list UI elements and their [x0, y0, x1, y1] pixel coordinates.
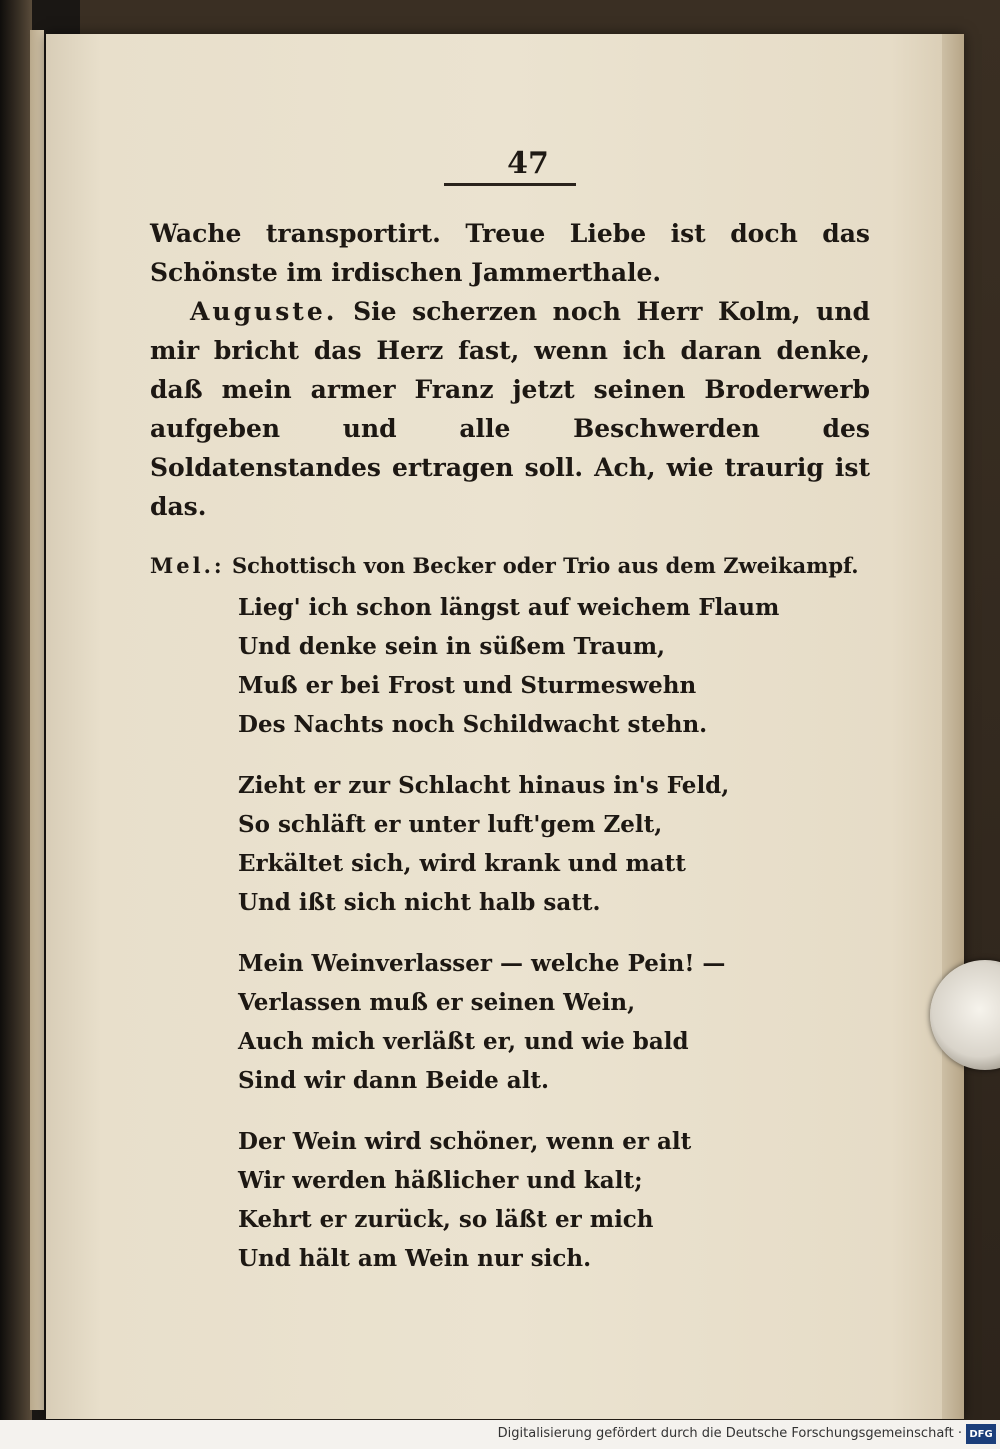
verse-line: Verlassen muß er seinen Wein,	[238, 989, 636, 1016]
page-number-rule	[444, 183, 576, 186]
stanza	[238, 766, 870, 922]
verse-line: Und denke sein in süßem Traum,	[238, 633, 666, 660]
stanza	[238, 1122, 870, 1278]
verse-line: Des Nachts noch Schildwacht stehn.	[238, 711, 708, 738]
verse-line: Wir werden häßlicher und kalt;	[238, 1167, 643, 1194]
verse-line: Lieg' ich schon längst auf weichem Flaum	[238, 594, 780, 621]
verse-line: Sind wir dann Beide alt.	[238, 1067, 550, 1094]
stanza	[238, 944, 870, 1100]
melody-label: Mel.:	[150, 553, 225, 578]
verse-line: Der Wein wird schöner, wenn er alt	[238, 1128, 692, 1155]
page-number: 47	[507, 146, 549, 181]
song-lyrics	[150, 588, 870, 1278]
melody-note	[150, 548, 870, 584]
dialogue-paragraph	[150, 292, 870, 526]
melody-text: Schottisch von Becker oder Trio aus dem Zweikampf.	[224, 553, 859, 578]
page-edge	[942, 34, 964, 1419]
digitization-credit: Digitalisierung gefördert durch die Deutsche Forschungsgemeinschaft ·	[497, 1426, 962, 1441]
speaker-name: Auguste.	[190, 297, 338, 326]
verse-line: Zieht er zur Schlacht hinaus in's Feld,	[238, 772, 730, 799]
verse-line: Muß er bei Frost und Sturmeswehn	[238, 672, 697, 699]
facing-page-edge	[30, 30, 44, 1410]
paragraph: Wache transportirt. Treue Liebe ist doch das Schönste im irdischen Jammerthale.	[150, 219, 870, 287]
verse-line: Auch mich verläßt er, und wie bald	[238, 1028, 689, 1055]
verse-line: Erkältet sich, wird krank und matt	[238, 850, 686, 877]
dialogue-text: Sie scherzen noch Herr Kolm, und mir bricht das Herz fast, wenn ich daran denke, daß mein armer Franz jetzt seinen Broderwerb aufgeben und alle Beschwerden des Soldatenstandes ertragen soll. Ach, wie traurig ist das.	[150, 297, 870, 521]
book-spine-shadow	[0, 0, 32, 1449]
dfg-logo: DFG	[966, 1424, 996, 1444]
verse-line: Kehrt er zurück, so läßt er mich	[238, 1206, 654, 1233]
verse-line: Und ißt sich nicht halb satt.	[238, 889, 601, 916]
verse-line: Und hält am Wein nur sich.	[238, 1245, 592, 1272]
book-page	[46, 34, 964, 1419]
page-text	[150, 214, 870, 1300]
prose-block	[150, 214, 870, 526]
verse-line: Mein Weinverlasser — welche Pein! —	[238, 950, 726, 977]
stanza	[238, 588, 870, 744]
verse-line: So schläft er unter luft'gem Zelt,	[238, 811, 663, 838]
